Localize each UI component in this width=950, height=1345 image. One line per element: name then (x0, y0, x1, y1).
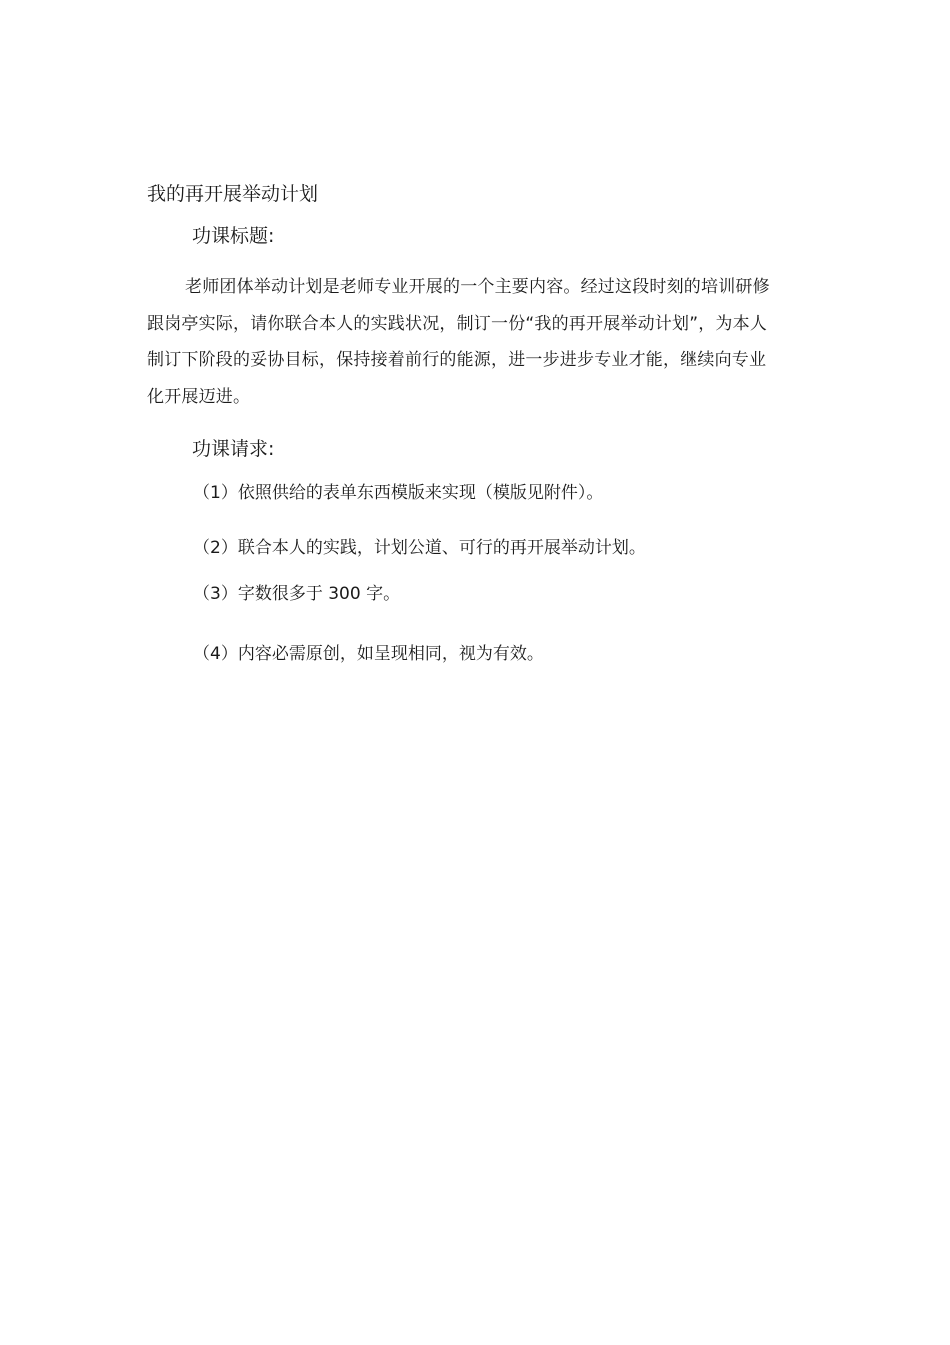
document-title: 我的再开展举动计划 (147, 183, 319, 205)
requirement-item-4: （4）内容必需原创，如呈现相同，视为有效。 (193, 644, 544, 664)
topic-heading: 功课标题: (192, 225, 275, 247)
topic-paragraph: 老师团体举动计划是老师专业开展的一个主要内容。经过这段时刻的培训研修跟岗亭实际，请你联合本人的实践状况，制订一份“我的再开展举动计划”，为本人制订下阶段的妥协目标，保持接着前行的能源，进一步进步专业才能，继续向专业化开展迈进。 (147, 277, 770, 407)
requirements-heading: 功课请求: (192, 438, 275, 460)
requirement-item-1: （1）依照供给的表单东西模版来实现（模版见附件）。 (193, 483, 604, 503)
requirement-item-2: （2）联合本人的实践，计划公道、可行的再开展举动计划。 (193, 538, 646, 558)
requirement-item-3: （3）字数很多于 300 字。 (193, 584, 401, 604)
